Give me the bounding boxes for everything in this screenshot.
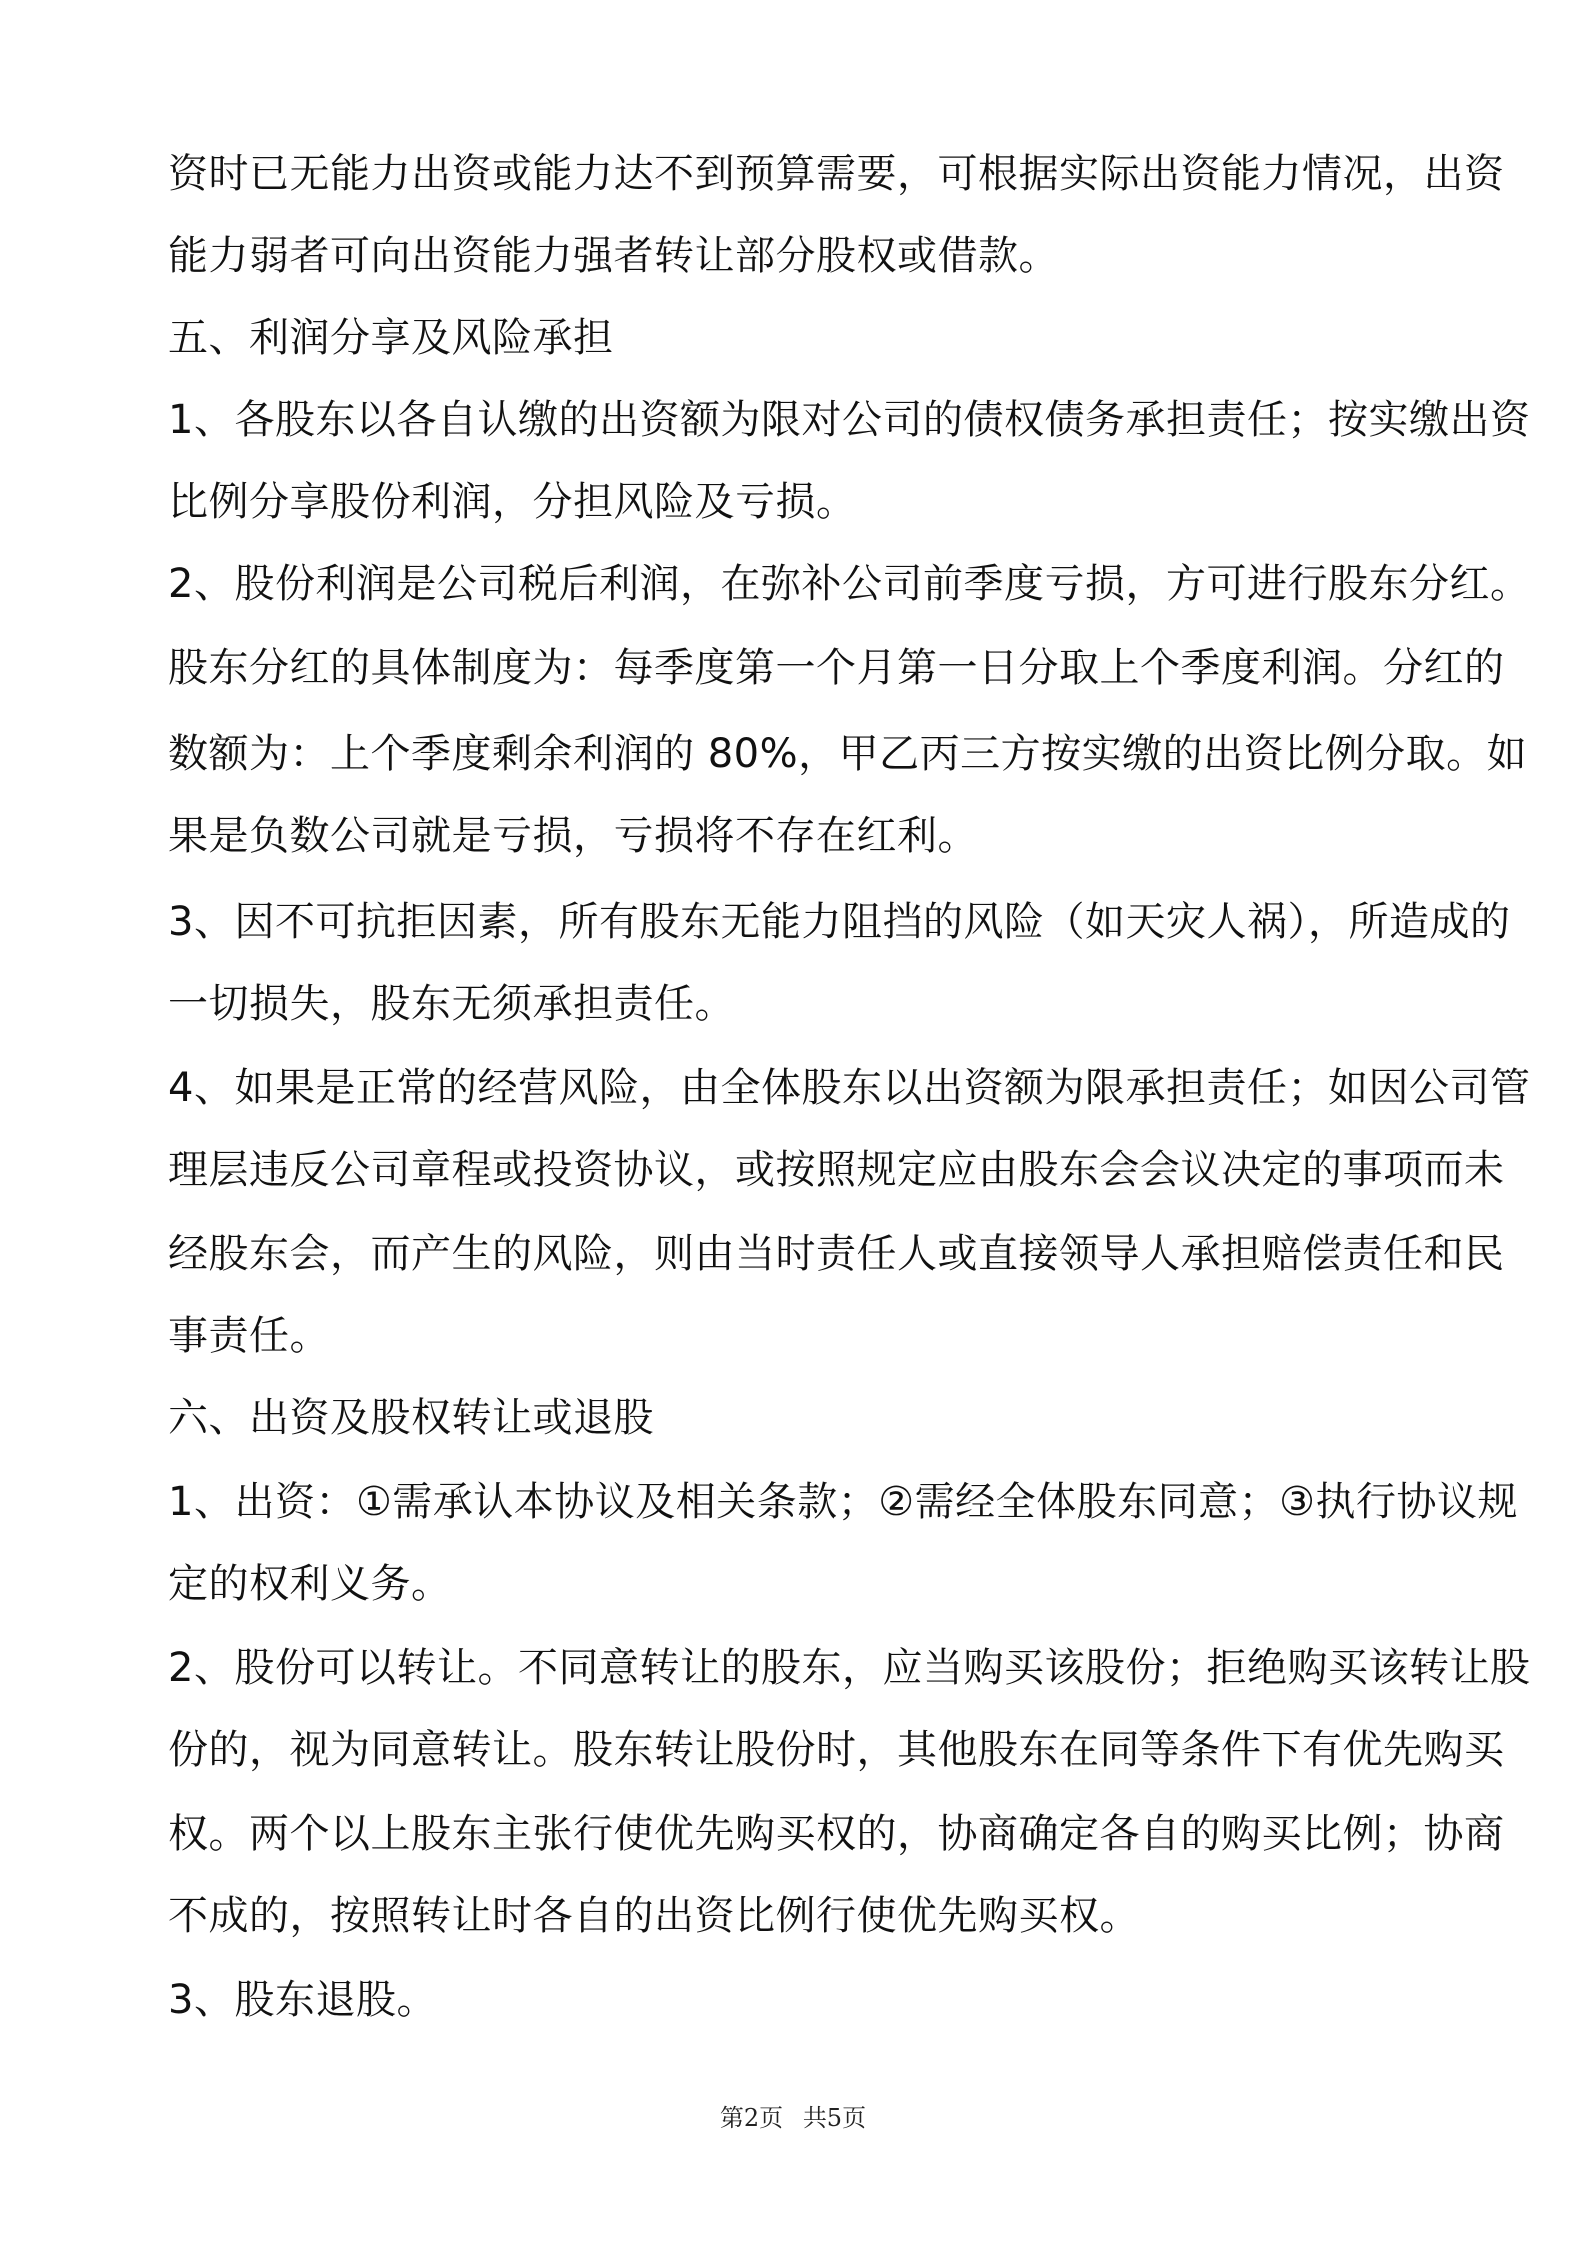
text-line: 理层违反公司章程或投资协议，或按照规定应由股东会会议决定的事项而未 [168,1147,1505,1193]
section-heading: 五、利润分享及风险承担 [168,315,614,361]
text-line: 事责任。 [168,1313,330,1359]
text-line: 不成的，按照转让时各自的出资比例行使优先购买权。 [168,1893,1140,1939]
text-line: 3、股东退股。 [168,1977,437,2023]
text-line: 定的权利义务。 [168,1561,452,1607]
page-footer [0,2098,1586,2133]
text-line: 4、如果是正常的经营风险，由全体股东以出资额为限承担责任；如因公司管 [168,1065,1531,1111]
text-line: 经股东会，而产生的风险，则由当时责任人或直接领导人承担赔偿责任和民 [168,1231,1505,1277]
page-number: 第2页 [719,2104,784,2132]
text-line: 数额为：上个季度剩余利润的 80%，甲乙丙三方按实缴的出资比例分取。如 [168,731,1528,777]
page-total: 共5页 [802,2104,867,2132]
text-line: 1、出资：①需承认本协议及相关条款；②需经全体股东同意；③执行协议规 [168,1479,1519,1525]
text-line: 2、股份利润是公司税后利润，在弥补公司前季度亏损，方可进行股东分红。 [168,561,1531,607]
text-line: 份的，视为同意转让。股东转让股份时，其他股东在同等条件下有优先购买 [168,1727,1505,1773]
text-line: 能力弱者可向出资能力强者转让部分股权或借款。 [168,233,1059,279]
text-line: 比例分享股份利润，分担风险及亏损。 [168,479,857,525]
text-line: 资时已无能力出资或能力达不到预算需要，可根据实际出资能力情况，出资 [168,151,1505,197]
text-line: 3、因不可抗拒因素，所有股东无能力阻挡的风险（如天灾人祸），所造成的 [168,899,1511,945]
text-line: 1、各股东以各自认缴的出资额为限对公司的债权债务承担责任；按实缴出资 [168,397,1531,443]
section-heading: 六、出资及股权转让或退股 [168,1395,654,1441]
text-line: 果是负数公司就是亏损，亏损将不存在红利。 [168,813,978,859]
text-line: 一切损失，股东无须承担责任。 [168,981,735,1027]
text-line: 2、股份可以转让。不同意转让的股东，应当购买该股份；拒绝购买该转让股 [168,1645,1531,1691]
text-line: 权。两个以上股东主张行使优先购买权的，协商确定各自的购买比例；协商 [168,1811,1505,1857]
text-line: 股东分红的具体制度为：每季度第一个月第一日分取上个季度利润。分红的 [168,645,1505,691]
